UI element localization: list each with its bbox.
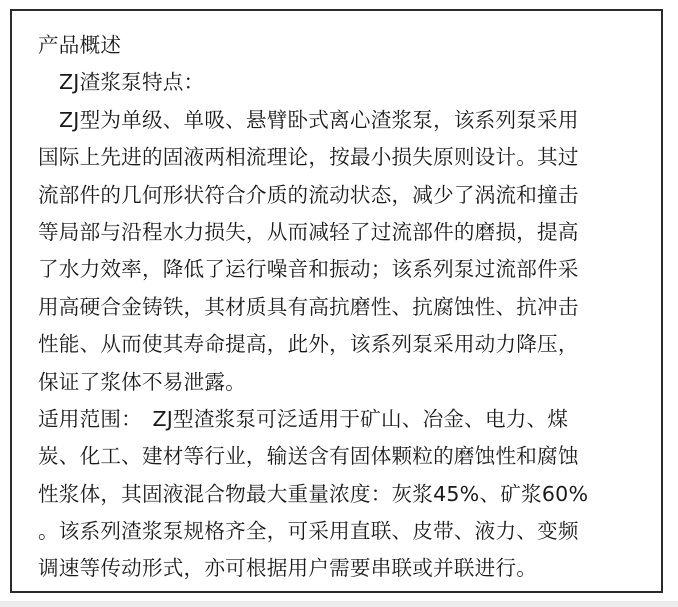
document-heading: 产品概述 — [38, 33, 122, 57]
document-body — [38, 27, 650, 588]
paragraph-line-4: 等局部与沿程水力损失，从而减轻了过流部件的磨损，提高 — [38, 219, 579, 244]
features-title: ZJ渣浆泵特点： — [59, 70, 205, 95]
application-line-2: 炭、化工、建材等行业，输送含有固体颗粒的磨蚀性和腐蚀 — [38, 444, 579, 469]
paragraph-line-6: 用高硬合金铸铁，其材质具有高抗磨性、抗腐蚀性、抗冲击 — [38, 294, 579, 319]
paragraph-line-2: 国际上先进的固液两相流理论，按最小损失原则设计。其过 — [38, 145, 579, 170]
application-line-1: 适用范围： ZJ型渣浆泵可泛适用于矿山、冶金、电力、煤 — [38, 406, 569, 431]
bottom-strip — [0, 601, 678, 607]
application-line-5: 调速等传动形式，亦可根据用户需要串联或并联进行。 — [38, 556, 538, 581]
paragraph-line-5: 了水力效率，降低了运行噪音和振动；该系列泵过流部件采 — [38, 257, 579, 282]
paragraph-line-7: 性能、从而使其寿命提高，此外，该系列泵采用动力降压， — [38, 332, 579, 357]
application-line-4: 。该系列渣浆泵规格齐全，可采用直联、皮带、液力、变频 — [38, 519, 579, 544]
paragraph-line-1: ZJ型为单级、单吸、悬臂卧式离心渣浆泵，该系列泵采用 — [59, 107, 579, 132]
application-line-3: 性浆体，其固液混合物最大重量浓度：灰浆45%、矿浆60% — [38, 481, 589, 506]
paragraph-line-3: 流部件的几何形状符合介质的流动状态，减少了涡流和撞击 — [38, 182, 579, 207]
document-frame — [10, 9, 663, 593]
paragraph-line-8: 保证了浆体不易泄露。 — [38, 369, 246, 394]
